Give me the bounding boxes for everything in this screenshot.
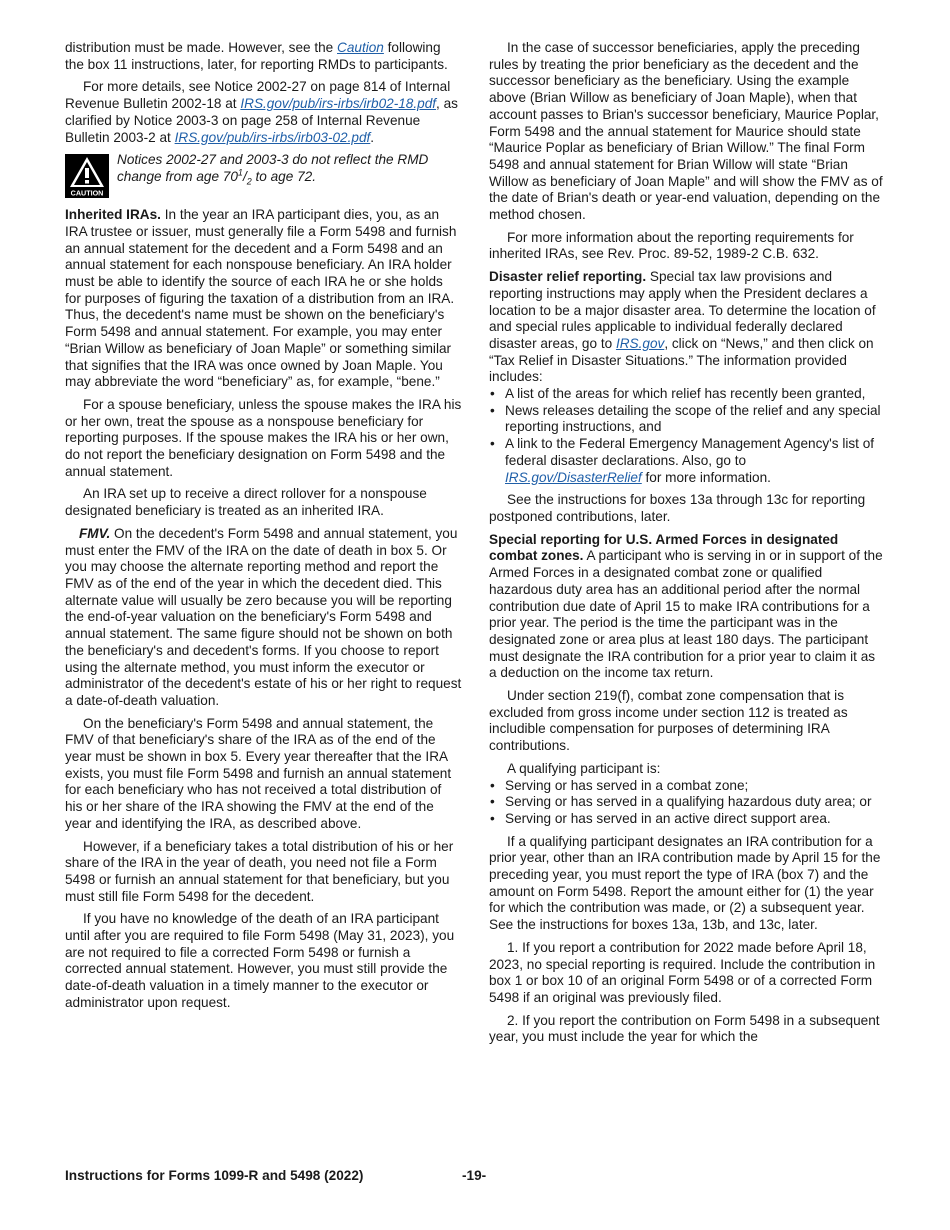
paragraph-see-boxes-13: See the instructions for boxes 13a through 13c for reporting postponed contributions, later. xyxy=(489,492,866,524)
paragraph-item-2: 2. If you report the contribution on Form 5498 in a subsequent year, you must include the year for which the xyxy=(489,1012,880,1045)
page-number: -19- xyxy=(462,1168,487,1183)
list-item: • News releases detailing the scope of the relief and any special reporting instructions, and xyxy=(489,403,885,436)
irb02-18-link[interactable]: IRS.gov/pub/irs-irbs/irb02-18.pdf xyxy=(240,96,437,112)
paragraph-beneficiary-form: On the beneficiary's Form 5498 and annual statement, the FMV of that beneficiary's share of the IRA as of the end of the year must be shown in box 5. Every year thereafter that the IRA exists, you must file Form 5498 and furnish an annual statement for each beneficiary who has not received a total distribution of his or her share of the IRA showing the FMV at the end of the year and identifying the IRA, as described above. xyxy=(65,715,452,831)
irb03-02-link[interactable]: IRS.gov/pub/irs-irbs/irb03-02.pdf xyxy=(174,129,371,145)
paragraph-fmv: FMV. On the decedent's Form 5498 and annual statement, you must enter the FMV of the IRA on the date of death in box 5. Or you may choose the alternate reporting method and report the FMV as of the end of the year in which the decedent died. This alternate value will usually be zero because you will be reporting the end-of-year valuation on the beneficiary's Form 5498 and annual statement. The same figure should not be shown on both the beneficiary's and decedent's forms. If you choose to report using the alternate method, you must inform the executor or administrator of the decedent's estate of his or her right to request a date-of-death valuation. xyxy=(65,525,462,708)
right-column xyxy=(489,40,885,1052)
page-footer xyxy=(65,1168,885,1183)
paragraph-disaster-relief: Disaster relief reporting. Special tax law provisions and reporting instructions may apply when the President declares a location to be a major disaster area. To determine the location of and special rules applicable to individual federally declared disaster areas, go to IRS.gov, click on “News,” and then click on “Tax Relief in Disaster Situations.” The information provided includes: xyxy=(489,269,876,385)
caution-note xyxy=(65,152,462,198)
paragraph-rmd-caution: distribution must be made. However, see the Caution following the box 11 instructions, later, for reporting RMDs to participants. xyxy=(65,40,448,72)
heading-inherited-iras: Inherited IRAs. xyxy=(65,207,161,223)
qualifying-bullet-list xyxy=(489,778,885,828)
paragraph-section-219f: Under section 219(f), combat zone compensation that is excluded from gross income under section 112 is treated as includible compensation for purposes of determining IRA contributions. xyxy=(489,688,848,754)
list-item: • Serving or has served in an active direct support area. xyxy=(489,811,885,828)
paragraph-spouse-beneficiary: For a spouse beneficiary, unless the spouse makes the IRA his or her own, treat the spouse as a nonspouse beneficiary for reporting purposes. If the spouse makes the IRA his or her own, do not report the beneficiary designation on Form 5498 and the annual statement. xyxy=(65,396,462,479)
paragraph-notice-details: For more details, see Notice 2002-27 on page 814 of Internal Revenue Bulletin 2002-18 at IRS.gov/pub/irs-irbs/irb02-18.pdf, as clarified by Notice 2003-3 on page 258 of Internal Revenue Bulletin 2003-2 at IRS.gov/pub/irs-irbs/irb03-02.pdf. xyxy=(65,79,458,145)
heading-disaster-relief: Disaster relief reporting. xyxy=(489,269,647,285)
paragraph-armed-forces: Special reporting for U.S. Armed Forces in designated combat zones. A participant who is serving in or in support of the Armed Forces in a designated combat zone or qualified hazardous duty area has an additional period after the normal contribution due date of April 15 to make IRA contributions for a prior year. The period is the time the participant was in the designated zone or area plus at least 180 days. The participant must designate the IRA contribution for a prior year to claim it as a deduction on the income tax return. xyxy=(489,531,883,681)
list-item: • Serving or has served in a combat zone; xyxy=(489,778,885,795)
paragraph-total-distribution: However, if a beneficiary takes a total distribution of his or her share of the IRA in the year of death, you need not file a Form 5498 or furnish an annual statement for that beneficiary, but you must still file Form 5498 for the decedent. xyxy=(65,838,454,904)
heading-armed-forces: Special reporting for U.S. Armed Forces in designated combat zones. xyxy=(489,531,839,564)
paragraph-successor-beneficiaries: In the case of successor beneficiaries, apply the preceding rules by treating the prior beneficiary as the decedent and the successor beneficiary as the beneficiary. Using the example above (Brian Willow as beneficiary of Joan Maple), when that account passes to Brian's successor beneficiary, Maurice Poplar, Form 5498 and the annual statement for Maurice should state “Maurice Poplar as beneficiary of Brian Willow.” The final Form 5498 and annual statement for Brian Willow will state “Brian Willow as beneficiary of Joan Maple” and will show the FMV as of the date of Brian's death or year-end valuation, depending on the method chosen. xyxy=(489,40,883,223)
paragraph-item-1: 1. If you report a contribution for 2022 made before April 18, 2023, no special reporting is required. Include the contribution in box 1 or box 10 of an original Form 5498 or of a corrected Form 5498 if an original was previously filed. xyxy=(489,939,876,1005)
list-item: • Serving or has served in a qualifying hazardous duty area; or xyxy=(489,794,885,811)
paragraph-more-info: For more information about the reporting requirements for inherited IRAs, see Rev. Proc. 89-52, 1989-2 C.B. 632. xyxy=(489,229,854,262)
disaster-relief-link[interactable]: IRS.gov/DisasterRelief xyxy=(505,469,642,485)
list-item: • A list of the areas for which relief has recently been granted, xyxy=(489,386,885,403)
caution-text: Notices 2002-27 and 2003-3 do not reflect the RMD change from age $70^1/_2$ to age 72. xyxy=(117,152,429,187)
caution-icon xyxy=(65,154,109,198)
caution-icon-label: CAUTION xyxy=(70,188,104,198)
caution-link[interactable]: Caution xyxy=(337,40,384,55)
disaster-bullet-list xyxy=(489,386,885,486)
paragraph-inherited-iras: Inherited IRAs. In the year an IRA participant dies, you, as an IRA trustee or issuer, must generally file a Form 5498 and furnish an annual statement for the decedent and a Form 5498 and an annual statement for each nonspouse beneficiary. An IRA holder must be able to identify the source of each IRA he or she holds for purposes of figuring the taxation of a distribution from an IRA. Thus, the decedent's name must be shown on the beneficiary's Form 5498 and annual statement. For example, you may enter “Brian Willow as beneficiary of Joan Maple” or something similar that signifies that the IRA was once owned by Joan Maple. You may abbreviate the word “beneficiary” as, for example, “bene.” xyxy=(65,207,457,390)
list-item: • A link to the Federal Emergency Management Agency's list of federal disaster declarations. Also, go to IRS.gov/DisasterRelief for more information. xyxy=(489,436,885,486)
irs-gov-link[interactable]: IRS.gov xyxy=(615,335,665,351)
paragraph-designates-contribution: If a qualifying participant designates an IRA contribution for a prior year, other than an IRA contribution made by April 15 for the preceding year, you must report the type of IRA (box 7) and the amount on Form 5498. Report the amount either for (1) the year for which the contribution was made, or (2) a subsequent year. See the instructions for boxes 13a, 13b, and 13c, later. xyxy=(489,833,881,933)
paragraph-direct-rollover: An IRA set up to receive a direct rollover for a nonspouse designated beneficiary is treated as an inherited IRA. xyxy=(65,486,427,519)
heading-fmv: FMV. xyxy=(79,525,111,541)
footer-title: Instructions for Forms 1099-R and 5498 (2022) xyxy=(65,1168,364,1183)
left-column xyxy=(65,40,462,1018)
paragraph-no-knowledge: If you have no knowledge of the death of an IRA participant until after you are required to file Form 5498 (May 31, 2023), you are not required to file a corrected Form 5498 or furnish a corrected annual statement. However, you must still provide the date-of-death valuation in a timely manner to the executor or administrator upon request. xyxy=(65,911,455,1010)
paragraph-qualifying-participant: A qualifying participant is: xyxy=(507,760,661,776)
